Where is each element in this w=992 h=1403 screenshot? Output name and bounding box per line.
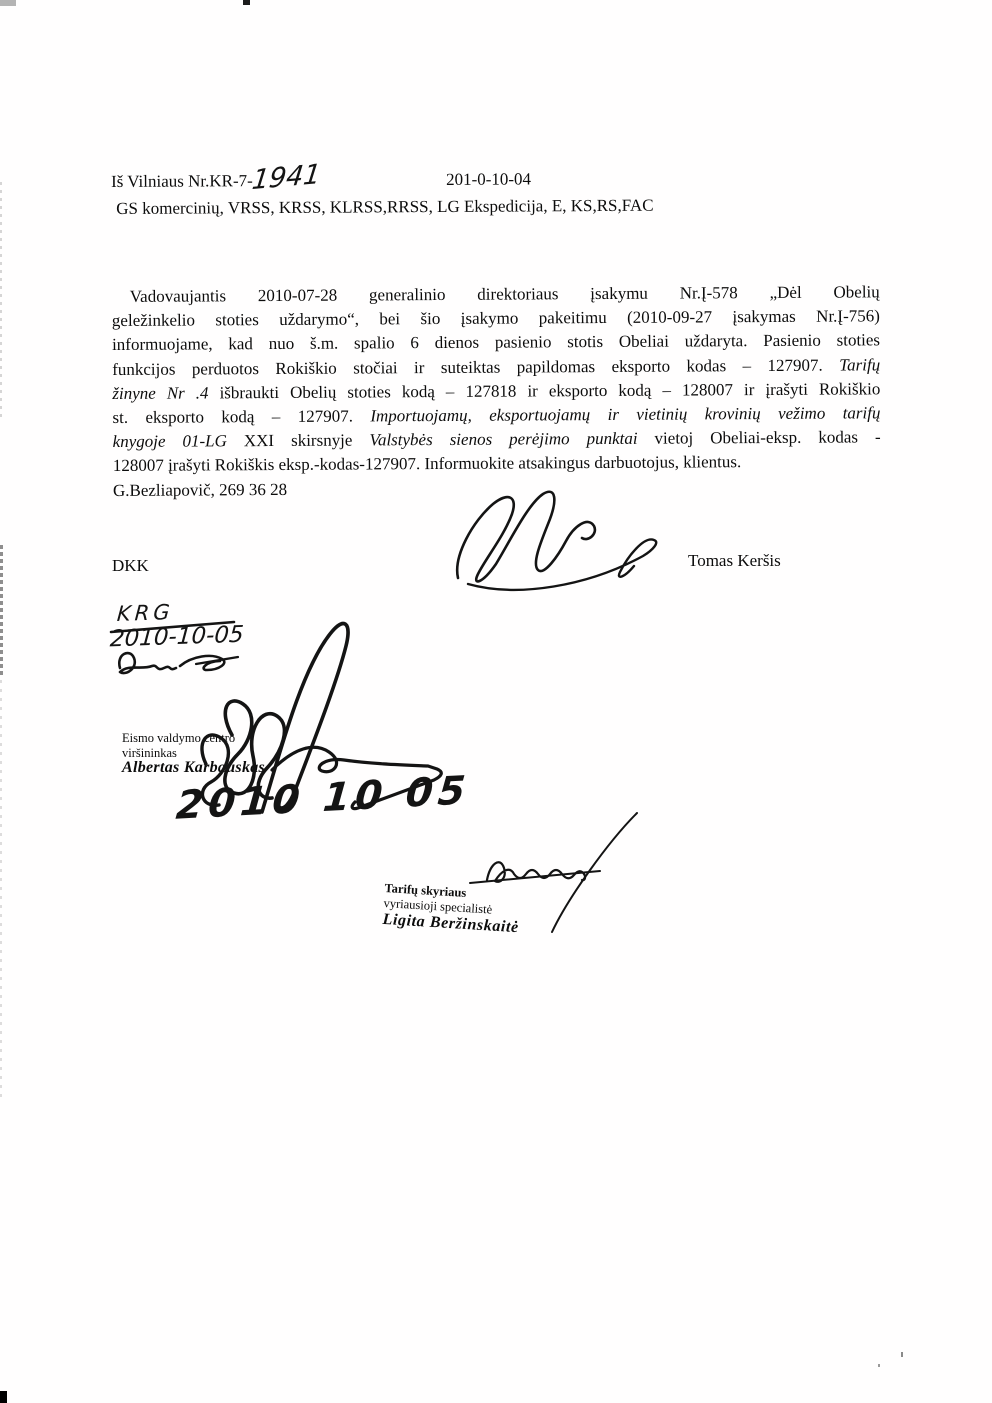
scan-speck-right (901, 1352, 903, 1357)
handwritten-document-number: 1941 (250, 158, 323, 197)
signature-stroke (487, 862, 585, 882)
text-segment: 128007 įrašyti Rokiškis eksp.-kodas-127907. Informuokite atsakingus darbuotojus, klientus. (112, 452, 742, 476)
text-segment: funkcijos perduotos Rokiškio stočiai ir suteiktas papildomas eksporto kodas – 127907. (112, 355, 840, 379)
signatory-name-tomas-kersis: Tomas Keršis (688, 551, 781, 570)
signatory-title-line2: vyriausioji specialistė (383, 895, 493, 917)
scribble-stroke (180, 656, 224, 670)
text-segment: Valstybės sienos perėjimo punktai (369, 429, 638, 450)
signature-stroke (457, 492, 595, 582)
text-segment: vietoj Obeliai-eksp. kodas - (637, 427, 881, 449)
scan-speck-top (243, 0, 250, 5)
signatory-title-line1: Eismo valdymo centro (122, 731, 236, 745)
text-segment: G.Bezliapovič, 269 36 28 (112, 479, 288, 500)
sender-code-label: DKK (112, 556, 149, 575)
origin-reference: Iš Vilniaus Nr.KR-7- (110, 171, 253, 192)
text-segment: Tarifų (839, 354, 881, 375)
signatory-name-ligita: Ligita Beržinskaitė (382, 910, 520, 937)
signature-tomas-kersis (457, 492, 656, 590)
text-segment: knygoje 01-LG (112, 431, 227, 452)
body-paragraph (112, 280, 881, 503)
signatory-title-line2: viršininkas (122, 745, 177, 760)
signature-stroke (552, 813, 637, 932)
signature-stroke (468, 539, 656, 589)
scribble-stroke (119, 653, 176, 673)
handwritten-initials-krg: KRG (116, 599, 175, 627)
text-segment: išbraukti Obelių stoties kodą – 127818 ir eksporto kodą – 128007 ir įrašyti Rokiškio (208, 379, 881, 403)
scan-edge-artifact (0, 545, 3, 675)
scribble-stroke (196, 657, 238, 664)
signoff-block-tariff (382, 881, 521, 935)
text-segment: Vadovaujantis 2010-07-28 generalinio direktoriaus įsakymu Nr.Į-578 „Dėl Obelių (129, 282, 880, 306)
text-segment: XXI skirsnyje (226, 430, 370, 451)
signatory-name-albertas: Albertas Karbauskas (122, 759, 266, 776)
signature-stroke (470, 871, 600, 883)
paragraph-line (113, 474, 881, 503)
scan-mark-bottom-left (0, 1391, 7, 1403)
handwritten-date-large: 2010 10 05 (174, 768, 473, 829)
scan-speck-right (878, 1364, 880, 1367)
scan-edge-artifact (0, 182, 2, 422)
text-segment: st. eksporto kodą – 127907. (112, 406, 371, 428)
scan-smudge-top-left (0, 0, 16, 6)
text-segment: geležinkelio stoties uždarymo“, bei šio įsakymo pakeitimu (2010-09-27 įsakymas Nr.Į-756) (111, 306, 880, 331)
signoff-block-traffic (122, 731, 265, 776)
header-line-1 (111, 167, 879, 196)
letter-text-column (111, 167, 881, 503)
signatory-title-line1: Tarifų skyriaus (384, 881, 467, 900)
header-line-2-recipients: GS komercinių, VRSS, KRSS, KLRSS,RRSS, LG Ekspedicija, E, KS,RS,FAC (116, 195, 654, 218)
text-segment: informuojame, kad nuo š.m. spalio 6 dienos pasienio stotis Obeliai uždaryta. Pasienio stoties (111, 330, 881, 355)
handwritten-date-annotation: 2010-10-05 (109, 621, 245, 653)
document-number: 201-0-10-04 (445, 169, 532, 189)
scan-edge-artifact (0, 680, 2, 1100)
text-segment: Importuojamų, eksportuojamų ir vietinių krovinių vežimo tarifų (370, 403, 881, 426)
text-segment: žinyne Nr .4 (112, 383, 209, 403)
